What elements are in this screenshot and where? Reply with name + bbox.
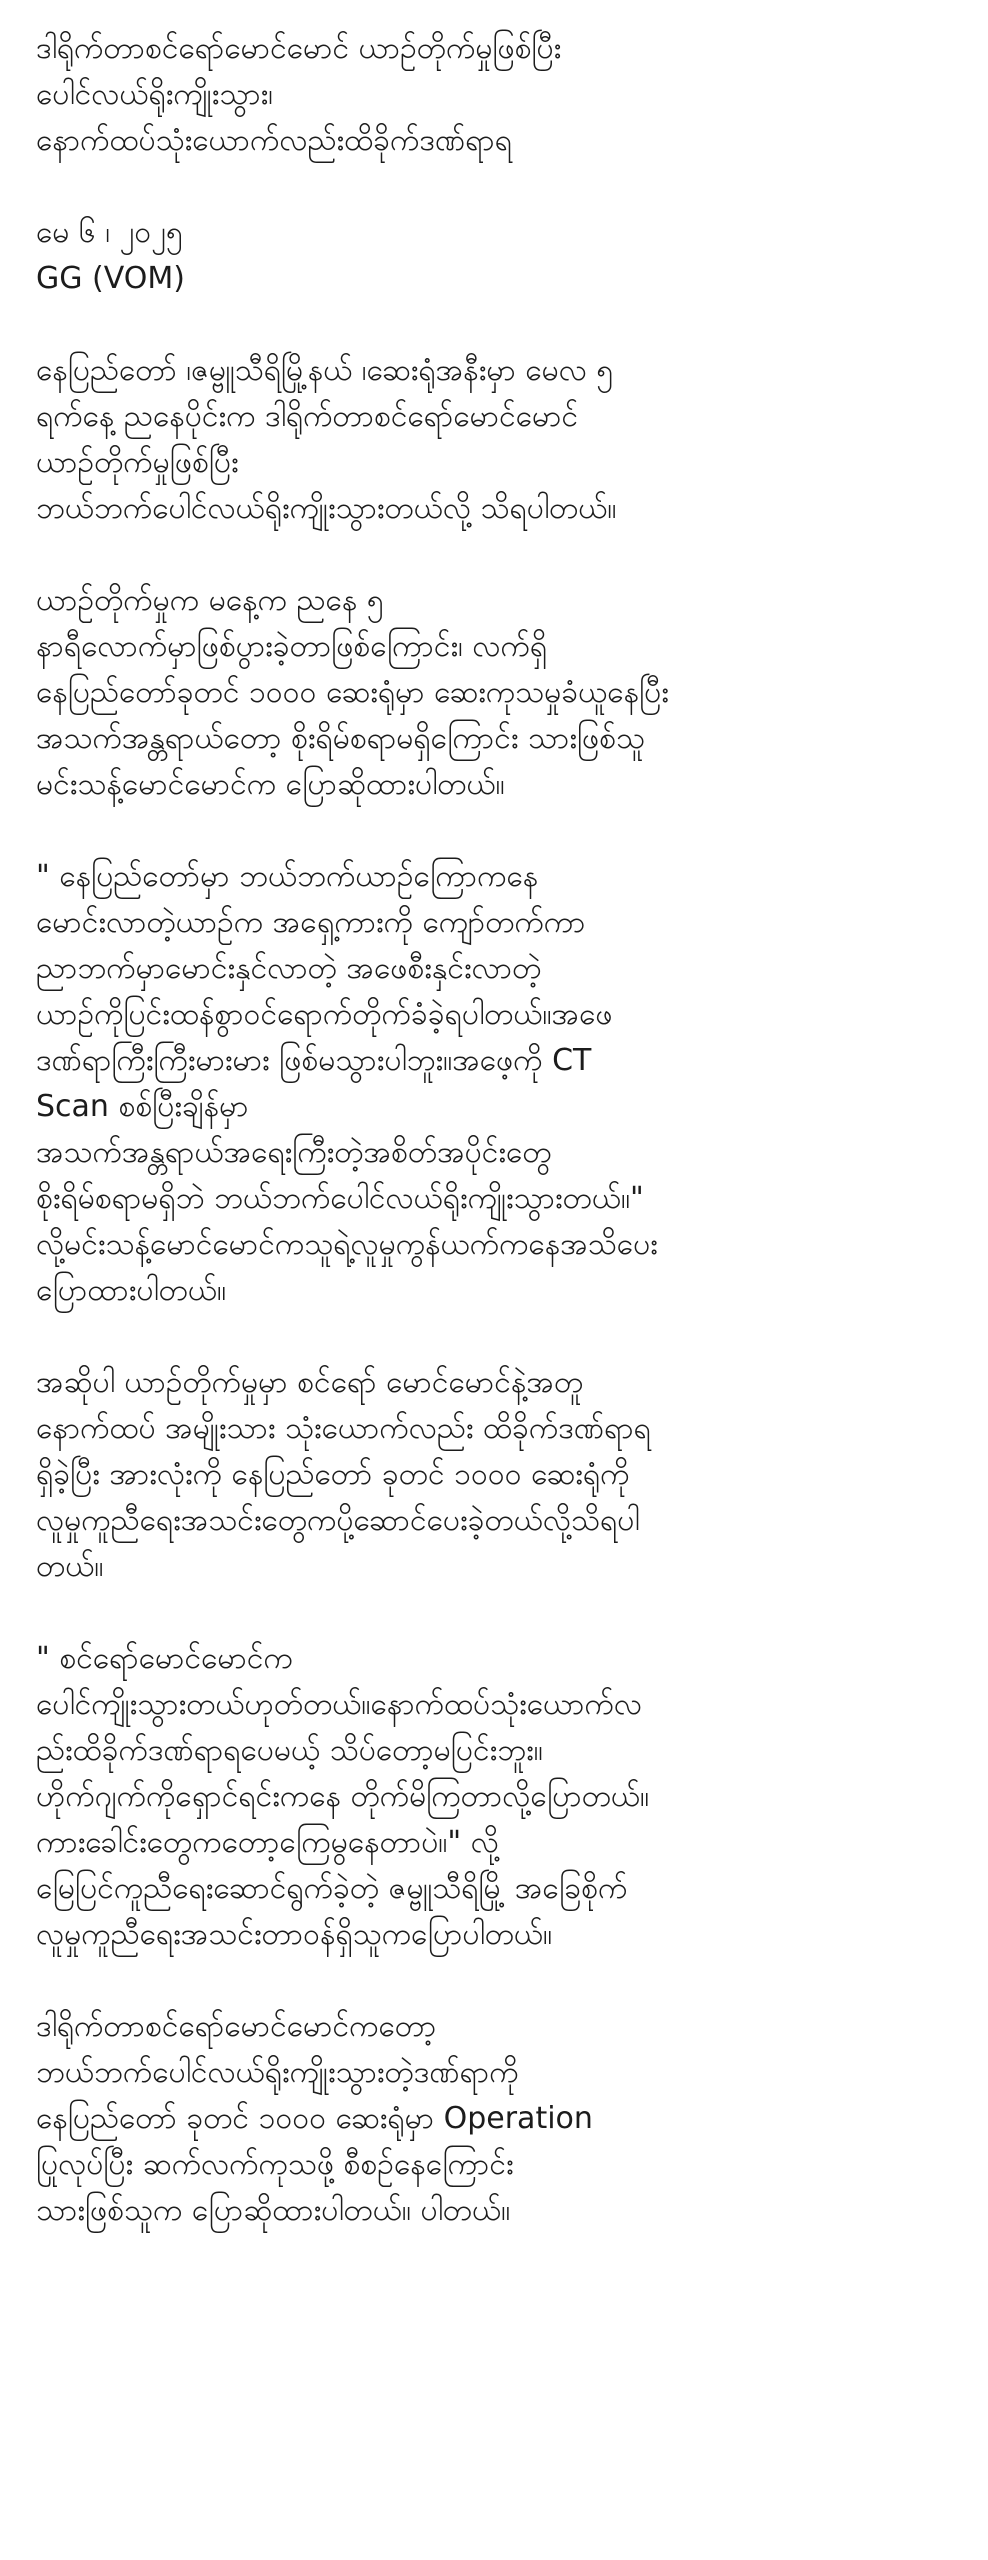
- paragraph-line: နောက်ထပ် အမျိုးသား သုံးယောက်လည်း ထိခိုက်ဒဏ်ရာရ: [36, 1411, 651, 1446]
- paragraph-line: ကားခေါင်းတွေကတော့ကြေမွနေတာပဲ။" လို့: [36, 1825, 499, 1860]
- paragraph-line: ဘယ်ဘက်ပေါင်လယ်ရိုးကျိုးသွားတဲ့ဒဏ်ရာကို: [36, 2055, 519, 2090]
- article-headline: [36, 26, 966, 164]
- paragraph-line: ရက်နေ့ ညနေပိုင်းက ဒါရိုက်တာစင်ရော်မောင်မောင်: [36, 399, 579, 434]
- headline-line: ပေါင်လယ်ရိုးကျိုးသွား၊: [36, 77, 274, 112]
- paragraph-line: ဒါရိုက်တာစင်ရော်မောင်မောင်ကတော့: [36, 2009, 437, 2044]
- article-paragraph: [36, 1636, 966, 1958]
- paragraph-line: Scan စစ်ပြီးချိန်မှာ: [36, 1089, 249, 1124]
- paragraph-line: ယာဉ်တိုက်မှုဖြစ်ပြီး: [36, 445, 239, 480]
- paragraph-line: နေပြည်တော်ခုတင် ၁၀၀၀ ဆေးရုံမှာ ဆေးကုသမှုခံယူနေပြီး: [36, 675, 669, 710]
- paragraph-line: စိုးရိမ်စရာမရှိဘဲ ဘယ်ဘက်ပေါင်လယ်ရိုးကျိုးသွားတယ်။": [36, 1181, 644, 1216]
- article-date: မေ ၆ ၊ ၂၀၂၅: [36, 215, 183, 250]
- paragraph-line: နာရီလောက်မှာဖြစ်ပွားခဲ့တာဖြစ်ကြောင်း၊ လက်ရှိ: [36, 629, 548, 664]
- paragraph-line: ယာဉ်တိုက်မှုက မနေ့က ညနေ ၅: [36, 583, 384, 618]
- paragraph-line: မောင်းလာတဲ့ယာဉ်က အရှေ့ကားကို ကျော်တက်ကာ: [36, 905, 586, 940]
- article-paragraph: [36, 1360, 966, 1590]
- paragraph-line: ယာဉ်ကိုပြင်းထန်စွာဝင်ရောက်တိုက်ခံခဲ့ရပါတယ်။အဖေ: [36, 997, 613, 1032]
- article-paragraph: [36, 2004, 966, 2234]
- paragraph-line: သားဖြစ်သူက ပြောဆိုထားပါတယ်။ ပါတယ်။: [36, 2193, 511, 2228]
- paragraph-line: " နေပြည်တော်မှာ ဘယ်ဘက်ယာဉ်ကြောကနေ: [36, 859, 539, 894]
- article-paragraph: [36, 348, 966, 532]
- paragraph-line: ရှိခဲ့ပြီး အားလုံးကို နေပြည်တော် ခုတင် ၁၀၀၀ ဆေးရုံကို: [36, 1457, 630, 1492]
- paragraph-line: အသက်အန္တရာယ်အရေးကြီးတဲ့အစိတ်အပိုင်းတွေ: [36, 1135, 552, 1170]
- article-paragraph: [36, 578, 966, 808]
- paragraph-line: ဘယ်ဘက်ပေါင်လယ်ရိုးကျိုးသွားတယ်လို့ သိရပါတယ်။: [36, 491, 617, 526]
- article: [36, 26, 966, 2280]
- paragraph-line: ဒဏ်ရာကြီးကြီးမားမား ဖြစ်မသွားပါဘူး။အဖေ့ကို CT: [36, 1043, 592, 1078]
- paragraph-line: ဟိုက်ဂျက်ကိုရှောင်ရင်းကနေ တိုက်မိကြတာလို့ပြောတယ်။: [36, 1779, 650, 1814]
- paragraph-line: လို့မင်းသန့်မောင်မောင်ကသူရဲ့လူမှုကွန်ယက်ကနေအသိပေး: [36, 1227, 658, 1262]
- paragraph-line: ည်းထိခိုက်ဒဏ်ရာရပေမယ့် သိပ်တော့မပြင်းဘူး။: [36, 1733, 543, 1768]
- headline-line: ဒါရိုက်တာစင်ရော်မောင်မောင် ယာဉ်တိုက်မှုဖြစ်ပြီး: [36, 31, 562, 66]
- paragraph-line: " စင်ရော်မောင်မောင်က: [36, 1641, 293, 1676]
- paragraph-line: မင်းသန့်မောင်မောင်က ပြောဆိုထားပါတယ်။: [36, 767, 505, 802]
- paragraph-line: မြေပြင်ကူညီရေးဆောင်ရွက်ခဲ့တဲ့ ဇမ္ဗူသီရိမြို့ အခြေစိုက်: [36, 1871, 628, 1906]
- paragraph-line: တယ်။: [36, 1549, 104, 1584]
- paragraph-line: လူမှုကူညီရေးအသင်းတာဝန်ရှိသူကပြောပါတယ်။: [36, 1917, 553, 1952]
- paragraph-line: ညာဘက်မှာမောင်းနှင်လာတဲ့ အဖေစီးနှင်းလာတဲ့: [36, 951, 542, 986]
- paragraph-line: အသက်အန္တရာယ်တော့ စိုးရိမ်စရာမရှိကြောင်း သားဖြစ်သူ: [36, 721, 646, 756]
- paragraph-line: ပေါင်ကျိုးသွားတယ်ဟုတ်တယ်။နောက်ထပ်သုံးယောက်လ: [36, 1687, 642, 1722]
- paragraph-line: အဆိုပါ ယာဉ်တိုက်မှုမှာ စင်ရော် မောင်မောင်နဲ့အတူ: [36, 1365, 584, 1400]
- article-dateline: [36, 210, 966, 302]
- headline-line: နောက်ထပ်သုံးယောက်လည်းထိခိုက်ဒဏ်ရာရ: [36, 123, 512, 158]
- paragraph-line: နေပြည်တော် ၊ဇမ္ဗူသီရိမြို့နယ် ၊ဆေးရုံအနီးမှာ မေလ ၅: [36, 353, 614, 388]
- paragraph-line: လူမှုကူညီရေးအသင်းတွေကပို့ဆောင်ပေးခဲ့တယ်လို့သိရပါ: [36, 1503, 640, 1538]
- paragraph-line: ပြောထားပါတယ်။: [36, 1273, 227, 1308]
- paragraph-line: နေပြည်တော် ခုတင် ၁၀၀၀ ဆေးရုံမှာ Operation: [36, 2101, 593, 2136]
- article-source: GG (VOM): [36, 261, 185, 296]
- article-paragraph: [36, 854, 966, 1314]
- paragraph-line: ပြုလုပ်ပြီး ဆက်လက်ကုသဖို့ စီစဉ်နေကြောင်း: [36, 2147, 514, 2182]
